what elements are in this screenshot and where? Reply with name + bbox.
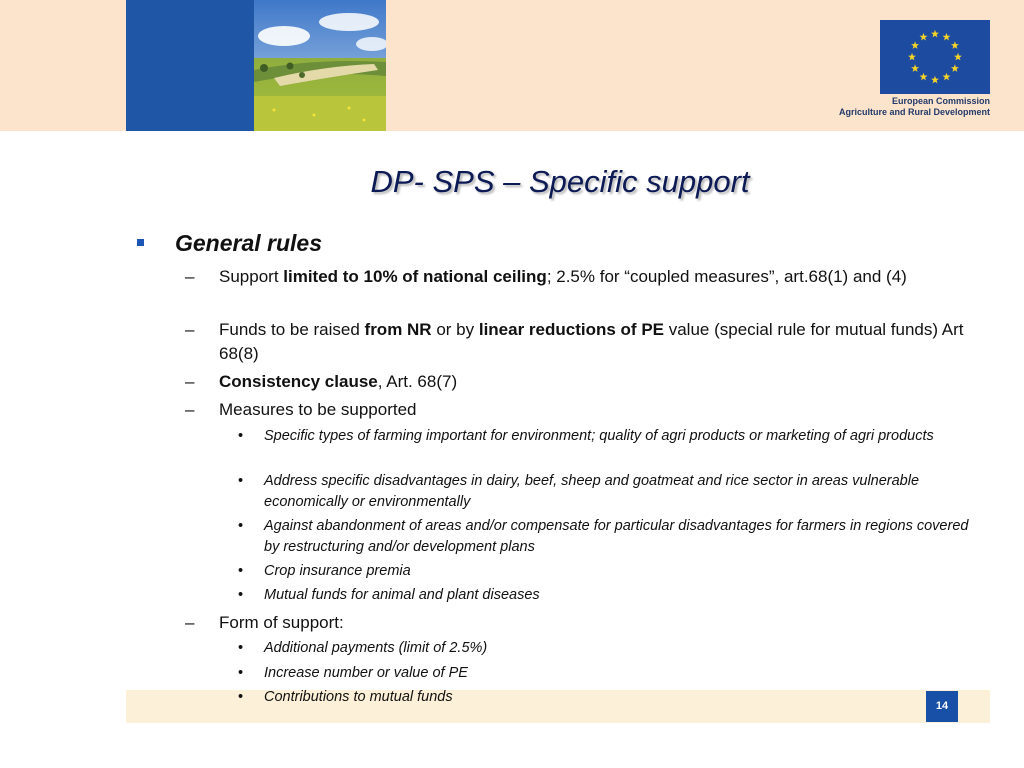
list-item-text: Consistency clause, Art. 68(7): [219, 372, 458, 391]
dot-bullet: •: [238, 665, 244, 681]
org-name: [780, 96, 990, 118]
list-item-text: Funds to be raised from NR or by linear reductions of PE value (special rule for mutual funds) Art 68(8): [219, 320, 964, 363]
list-item-text: Measures to be supported: [219, 400, 417, 419]
square-bullet-icon: [137, 239, 144, 246]
dash-bullet: –: [185, 613, 195, 632]
sub-list-item-text: Specific types of farming important for environment; quality of agri products or marketing of agri products: [264, 428, 934, 444]
sub-list-item-text: Crop insurance premia: [264, 563, 411, 579]
section-heading: General rules: [175, 230, 323, 256]
dash-bullet: –: [185, 372, 195, 391]
dash-bullet: –: [185, 267, 195, 286]
sub-list-item-text: Contributions to mutual funds: [264, 689, 453, 705]
list-item-text: Form of support:: [219, 613, 344, 632]
dot-bullet: •: [238, 428, 244, 444]
eu-flag-logo: [880, 20, 990, 94]
page-number: 14: [926, 691, 958, 722]
sub-list-item-text: Additional payments (limit of 2.5%): [264, 640, 488, 656]
org-name-line1: European Commission: [891, 96, 990, 106]
dot-bullet: •: [238, 640, 244, 656]
dot-bullet: •: [238, 518, 244, 534]
dot-bullet: •: [238, 473, 244, 489]
slide-title: DP- SPS – Specific support: [370, 164, 750, 199]
sub-list-item-text: Against abandonment of areas and/or compensate for particular disadvantages for farmers in regions covered by restructuring and/or development plans: [264, 518, 969, 555]
org-name-line2: Agriculture and Rural Development: [838, 107, 990, 117]
sub-list-item-text: Address specific disadvantages in dairy, beef, sheep and goatmeat and rice sector in areas vulnerable economically or environmentally: [264, 473, 920, 510]
list-item-text: Support limited to 10% of national ceiling; 2.5% for “coupled measures”, art.68(1) and (4): [219, 267, 907, 286]
dot-bullet: •: [238, 689, 244, 705]
landscape-photo: [254, 0, 386, 131]
dot-bullet: •: [238, 587, 244, 603]
sub-list-item-text: Mutual funds for animal and plant diseases: [264, 587, 540, 603]
header-blue-block: [126, 0, 254, 131]
sub-list-item-text: Increase number or value of PE: [264, 665, 468, 681]
dash-bullet: –: [185, 400, 195, 419]
dot-bullet: •: [238, 563, 244, 579]
dash-bullet: –: [185, 320, 195, 339]
